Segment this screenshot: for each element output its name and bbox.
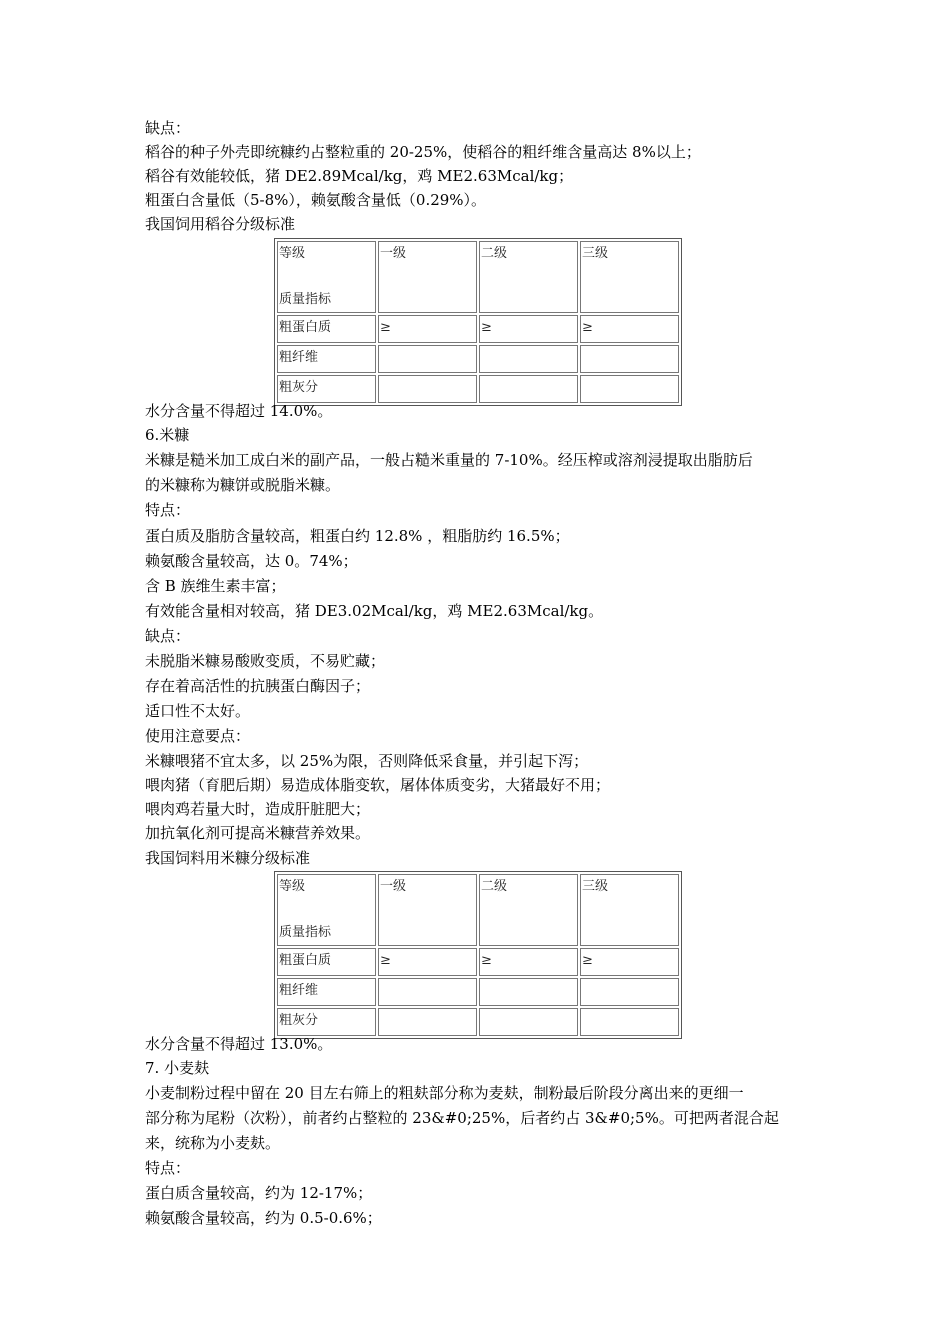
section-heading: 7. 小麦麸 bbox=[145, 1059, 210, 1077]
text-line: 未脱脂米糠易酸败变质，不易贮藏； bbox=[145, 652, 386, 670]
corner-cell bbox=[277, 874, 376, 946]
text-line: 来，统称为小麦麸。 bbox=[145, 1134, 281, 1152]
text-line: 特点： bbox=[145, 501, 191, 519]
row-label: 粗蛋白质 bbox=[277, 948, 376, 976]
table-cell bbox=[580, 375, 679, 403]
table-cell: ≥ bbox=[580, 948, 679, 976]
text-line: 粗蛋白含量低（5-8%），赖氨酸含量低（0.29%）。 bbox=[145, 191, 487, 209]
rice-grade-table bbox=[274, 238, 682, 406]
text-line: 使用注意要点： bbox=[145, 727, 251, 745]
table-cell: ≥ bbox=[378, 948, 477, 976]
rice-bran-grade-table bbox=[274, 871, 682, 1039]
text-line: 含 B 族维生素丰富； bbox=[145, 577, 286, 595]
text-line: 赖氨酸含量较高，约为 0.5-0.6%； bbox=[145, 1209, 382, 1227]
row-label: 粗纤维 bbox=[277, 345, 376, 373]
table-caption: 我国饲料用米糠分级标准 bbox=[145, 849, 311, 867]
table-cell: ≥ bbox=[479, 948, 578, 976]
indicator-label: 质量指标 bbox=[279, 292, 332, 307]
table-header-row bbox=[277, 874, 679, 946]
grade-header: 一级 bbox=[378, 241, 477, 313]
table-cell bbox=[479, 345, 578, 373]
table-cell bbox=[378, 375, 477, 403]
table-cell bbox=[580, 345, 679, 373]
grade-header: 二级 bbox=[479, 241, 578, 313]
text-line: 适口性不太好。 bbox=[145, 702, 251, 720]
table-cell bbox=[378, 345, 477, 373]
text-line: 蛋白质含量较高，约为 12-17%； bbox=[145, 1184, 373, 1202]
text-line: 米糠喂猪不宜太多，以 25%为限，否则降低采食量，并引起下泻； bbox=[145, 752, 589, 770]
grade-label: 等级 bbox=[279, 246, 306, 261]
row-label: 粗蛋白质 bbox=[277, 315, 376, 343]
table-cell bbox=[479, 375, 578, 403]
table-cell bbox=[479, 1008, 578, 1036]
table-cell: ≥ bbox=[479, 315, 578, 343]
text-line: 水分含量不得超过 13.0%。 bbox=[145, 1035, 333, 1053]
table-row bbox=[277, 375, 679, 403]
table-cell bbox=[580, 978, 679, 1006]
text-line: 稻谷有效能较低，猪 DE2.89Mcal/kg，鸡 ME2.63Mcal/kg； bbox=[145, 167, 574, 185]
row-label: 粗灰分 bbox=[277, 375, 376, 403]
table-cell: ≥ bbox=[378, 315, 477, 343]
table-cell bbox=[378, 1008, 477, 1036]
table-cell bbox=[378, 978, 477, 1006]
table-cell bbox=[479, 978, 578, 1006]
text-line: 蛋白质及脂肪含量较高，粗蛋白约 12.8% ，粗脂肪约 16.5%； bbox=[145, 527, 570, 545]
text-line: 有效能含量相对较高，猪 DE3.02Mcal/kg，鸡 ME2.63Mcal/kg。 bbox=[145, 602, 604, 620]
grade-header: 一级 bbox=[378, 874, 477, 946]
text-line: 加抗氧化剂可提高米糠营养效果。 bbox=[145, 824, 371, 842]
indicator-label: 质量指标 bbox=[279, 925, 332, 940]
text-line: 部分称为尾粉（次粉），前者约占整粒的 23&#0;25%，后者约占 3&#0;5%。可把两者混合起 bbox=[145, 1109, 779, 1127]
table-row bbox=[277, 1008, 679, 1036]
text-line: 特点： bbox=[145, 1159, 191, 1177]
grade-header: 二级 bbox=[479, 874, 578, 946]
text-line: 的米糠称为糠饼或脱脂米糠。 bbox=[145, 476, 341, 494]
text-line: 缺点： bbox=[145, 119, 191, 137]
text-line: 赖氨酸含量较高，达 0。74%； bbox=[145, 552, 358, 570]
table-header-row bbox=[277, 241, 679, 313]
grade-label: 等级 bbox=[279, 879, 306, 894]
text-line: 小麦制粉过程中留在 20 目左右筛上的粗麸部分称为麦麸，制粉最后阶段分离出来的更细一 bbox=[145, 1084, 744, 1102]
table-caption: 我国饲用稻谷分级标准 bbox=[145, 215, 296, 233]
text-line: 水分含量不得超过 14.0%。 bbox=[145, 402, 333, 420]
grade-header: 三级 bbox=[580, 241, 679, 313]
text-line: 缺点： bbox=[145, 627, 191, 645]
text-line: 稻谷的种子外壳即统糠约占整粒重的 20-25%，使稻谷的粗纤维含量高达 8%以上； bbox=[145, 143, 701, 161]
table-cell: ≥ bbox=[580, 315, 679, 343]
table-row bbox=[277, 948, 679, 976]
text-line: 喂肉猪（育肥后期）易造成体脂变软，屠体体质变劣，大猪最好不用； bbox=[145, 776, 611, 794]
grade-header: 三级 bbox=[580, 874, 679, 946]
text-line: 喂肉鸡若量大时，造成肝脏肥大； bbox=[145, 800, 371, 818]
table-row bbox=[277, 978, 679, 1006]
table-row bbox=[277, 345, 679, 373]
row-label: 粗纤维 bbox=[277, 978, 376, 1006]
table-cell bbox=[580, 1008, 679, 1036]
table-row bbox=[277, 315, 679, 343]
text-line: 存在着高活性的抗胰蛋白酶因子； bbox=[145, 677, 371, 695]
corner-cell bbox=[277, 241, 376, 313]
row-label: 粗灰分 bbox=[277, 1008, 376, 1036]
text-line: 米糠是糙米加工成白米的副产品，一般占糙米重量的 7-10%。经压榨或溶剂浸提取出脂肪后 bbox=[145, 451, 753, 469]
section-heading: 6.米糠 bbox=[145, 426, 190, 444]
